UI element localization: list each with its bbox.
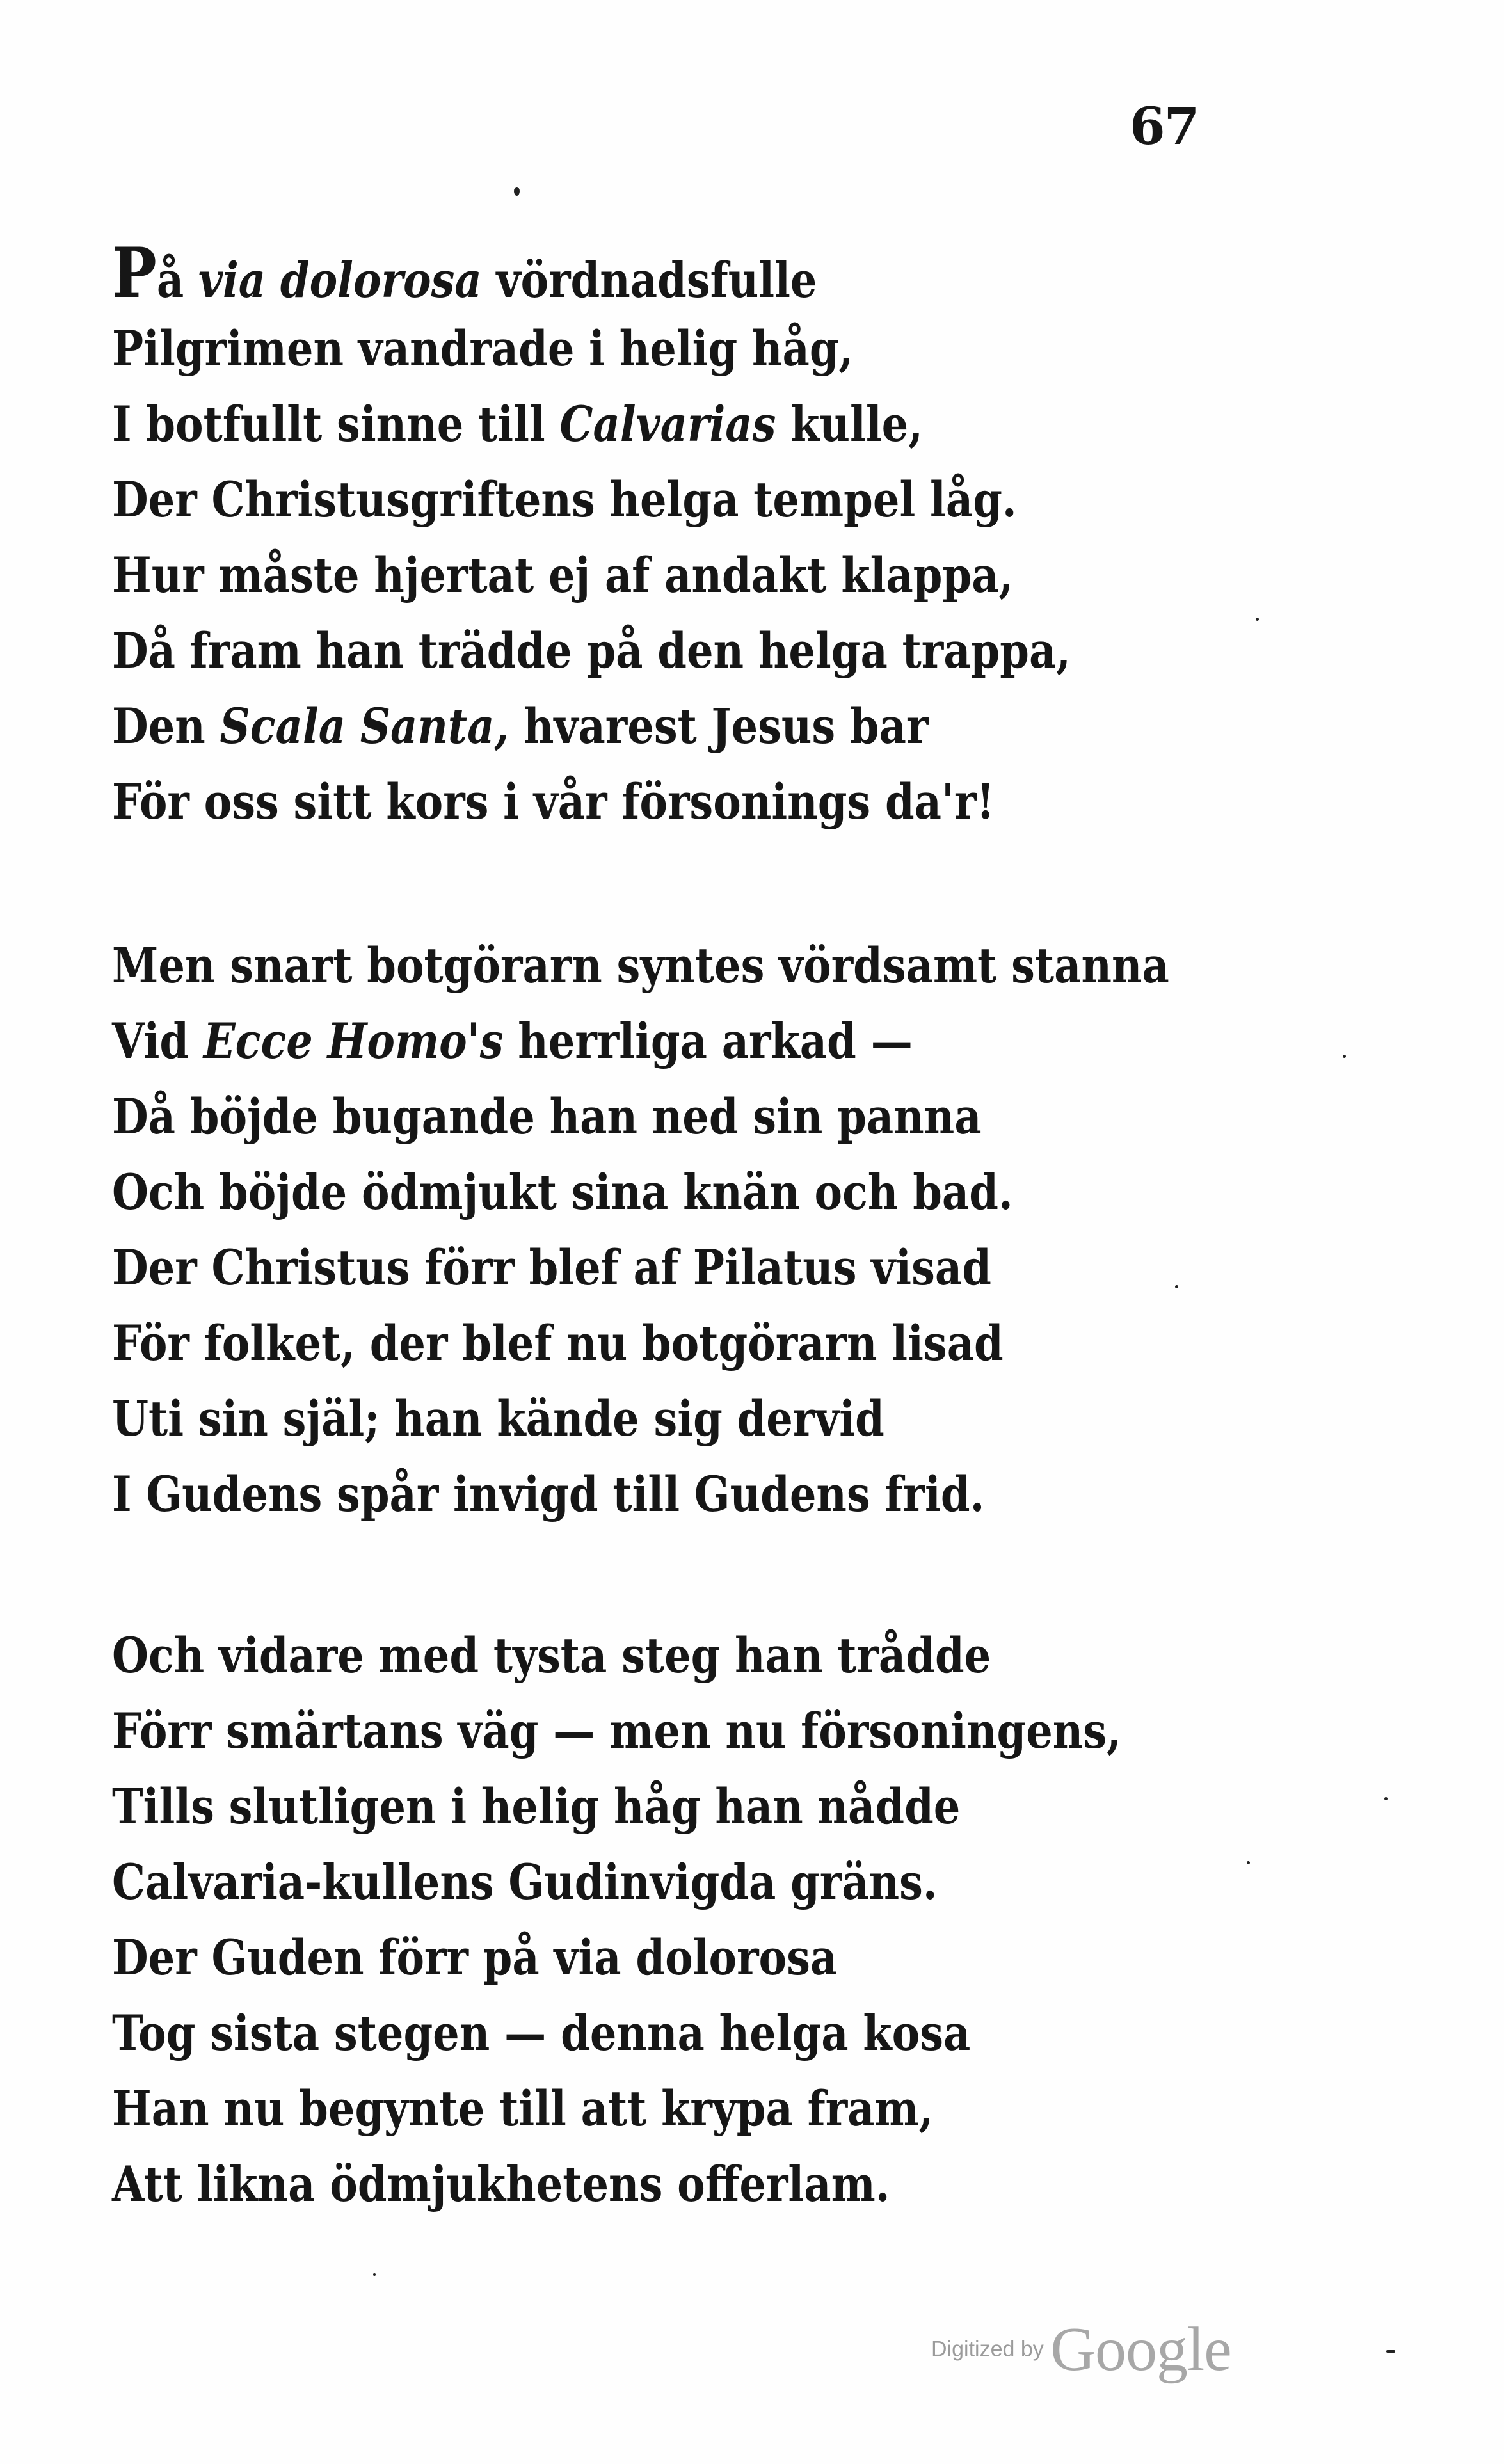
poem-line [112, 613, 1071, 689]
poem-line [112, 1155, 1169, 1230]
poem-line [112, 1693, 1121, 1769]
poem-line [112, 1769, 1121, 1844]
line-text: Och vidare med tysta steg han trådde [112, 1627, 991, 1684]
line-text: Tog sista stegen — denna helga kosa [112, 2004, 971, 2061]
poem-line [112, 1306, 1169, 1381]
ink-speck [1384, 1797, 1388, 1800]
line-text: I Gudens spår invigd till Gudens frid. [112, 1466, 985, 1523]
watermark-prefix: Digitized by [931, 2337, 1044, 2362]
line-text: Den [112, 698, 220, 755]
poem-line [112, 928, 1169, 1004]
line-text: Pilgrimen vandrade i helig håg, [112, 320, 854, 377]
italic-text: Calvarias [559, 396, 776, 452]
poem-line [112, 689, 1071, 764]
ink-speck [1256, 618, 1259, 621]
line-text: Tills slutligen i helig håg han nådde [112, 1778, 961, 1835]
italic-text: Ecce Homo's [203, 1012, 504, 1069]
line-text: hvarest Jesus bar [509, 698, 929, 755]
stanza-3 [112, 1618, 1286, 2222]
drop-cap: P [112, 233, 157, 314]
line-text: herrliga arkad — [503, 1012, 913, 1069]
line-text: Der Christus förr blef af Pilatus visad [112, 1239, 991, 1296]
line-text: I botfullt sinne till [112, 396, 560, 452]
drop-cap-rest: å [156, 252, 184, 308]
line-text: Förr smärtans väg — men nu försoningens, [112, 1702, 1121, 1759]
poem-line [112, 233, 1071, 314]
line-text: Calvaria-kullens Gudinvigda gräns. [112, 1853, 938, 1910]
italic-text: Scala Santa, [220, 698, 509, 755]
line-text: Der Christusgriftens helga tempel låg. [112, 471, 1017, 528]
poem-line [112, 1618, 1121, 1693]
poem-line [112, 1004, 1169, 1079]
line-text: Då fram han trädde på den helga trappa, [112, 622, 1071, 679]
poem-line [112, 387, 1071, 462]
line-text: För oss sitt kors i vår försonings da'r! [112, 773, 995, 830]
digitized-by-google-watermark [931, 2314, 1231, 2385]
poem-line [112, 2071, 1121, 2147]
poem-line [112, 2147, 1121, 2222]
poem-line [112, 764, 1071, 840]
line-text: vördnadsfulle [481, 252, 817, 308]
line-text: Att likna ödmjukhetens offerlam. [112, 2156, 890, 2212]
italic-text: via dolorosa [198, 252, 482, 308]
page-number: 67 [1130, 96, 1199, 156]
ink-speck [1343, 1055, 1346, 1058]
ink-speck [373, 2273, 376, 2276]
line-text: För folket, der blef nu botgörarn lisad [112, 1315, 1004, 1372]
google-wordmark: Google [1050, 2315, 1231, 2384]
poem-line [112, 311, 1071, 387]
line-text: Och böjde ödmjukt sina knän och bad. [112, 1164, 1013, 1220]
poem-line [112, 1457, 1169, 1532]
poem-line [112, 1920, 1121, 1996]
poem-line [112, 462, 1071, 538]
line-text: Der Guden förr på via dolorosa [112, 1929, 838, 1986]
poem-line [112, 1079, 1169, 1155]
line-text: Då böjde bugande han ned sin panna [112, 1088, 982, 1145]
poem-line [112, 1381, 1169, 1457]
line-text: Uti sin själ; han kände sig dervid [112, 1390, 884, 1447]
ink-speck [1386, 2350, 1395, 2353]
line-text: Men snart botgörarn syntes vördsamt stanna [112, 937, 1169, 994]
line-text: Vid [112, 1012, 204, 1069]
poem-line [112, 1996, 1121, 2071]
poem-line [112, 538, 1071, 613]
poem-line [112, 1230, 1169, 1306]
ink-speck [514, 187, 520, 196]
line-text: Hur måste hjertat ej af andakt klappa, [112, 547, 1014, 604]
line-text [184, 252, 198, 308]
line-text: kulle, [776, 396, 924, 452]
stanza-2 [112, 928, 1341, 1532]
line-opening-word [112, 233, 184, 314]
poem-line [112, 1844, 1121, 1920]
line-text: Han nu begynte till att krypa fram, [112, 2080, 934, 2137]
stanza-1 [112, 233, 1227, 840]
